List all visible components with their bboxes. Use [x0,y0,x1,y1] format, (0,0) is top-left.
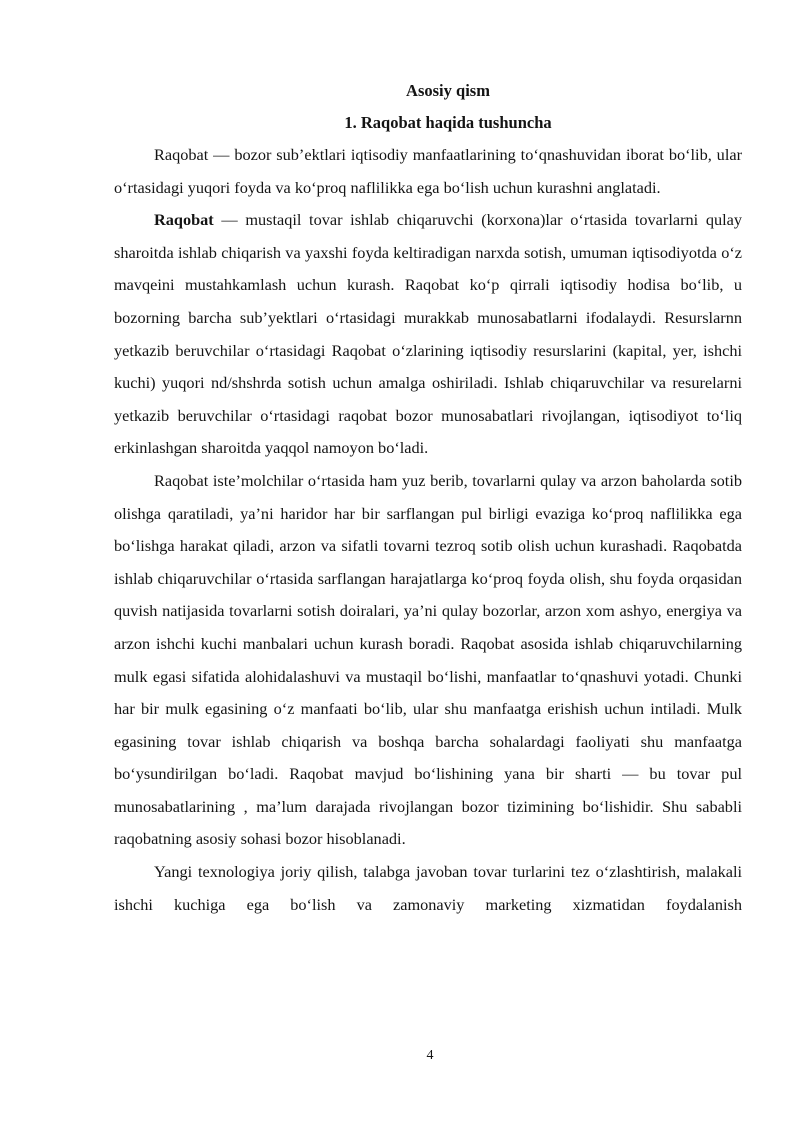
page-number: 4 [426,1048,434,1063]
paragraph-2 [114,204,742,465]
paragraph-3 [114,465,742,856]
paragraph-4-text: Yangi texnologiya joriy qilish, talabga javoban tovar turlarini tez o‘zlashtirish, malakali ishchi kuchiga ega bo‘lish va zamonaviy marketing xizmatidan foydalanish [114,862,742,914]
paragraph-2-bold-lead: Raqobat [154,210,214,230]
section-title: Asosiy qism [406,81,490,100]
paragraph-3-text: Raqobat iste’molchilar o‘rtasida ham yuz berib, tovarlarni qulay va arzon baholarda sotib olishga qaratiladi, ya’ni haridor har bir sarflangan pul birligi evaziga ko‘proq naflilikka ega bo‘lishga harakat qiladi, arzon va sifatli tovarni tezroq sotib olish uchun kurashadi. Raqobatda ishlab chiqaruvchilar o‘rtasida sarflangan harajatlarga ko‘proq foyda olish, shu foyda orqasidan quvish natijasida tovarlarni sotish doiralari, ya’ni qulay bozorlar, arzon xom ashyo, energiya va arzon ishchi kuchi manbalari uchun kurash boradi. Raqobat asosida ishlab chiqaruvchilarning mulk egasi sifatida alohidalashuvi va mustaqil bo‘lishi, manfaatlar to‘qnashuvi yotadi. Chunki har bir mulk egasining o‘z manfaati bo‘lib, ular shu manfaatga erishish uchun intiladi. Mulk egasining tovar ishlab chiqarish va boshqa barcha sohalardagi faoliyati shu manfaatga bo‘ysundirilgan bo‘ladi. Raqobat mavjud bo‘lishining yana bir sharti — bu tovar pul munosabatlarining , ma’lum darajada rivojlangan bozor tizimining bo‘lishidir. Shu sababli raqobatning asosiy sohasi bozor hisoblanadi. [114,470,742,849]
paragraph-1-text: Raqobat — bozor sub’ektlari iqtisodiy manfaatlarining to‘qnashuvidan iborat bo‘lib, ular o‘rtasidagi yuqori foyda va ko‘proq naflilikka ega bo‘lish uchun kurashni anglatadi. [114,145,742,197]
page-content [114,75,742,921]
paragraph-4 [114,856,742,921]
paragraph-2-text: — mustaqil tovar ishlab chiqaruvchi (korxona)lar o‘rtasida tovarlarni qulay sharoitda ishlab chiqarish va yaxshi foyda keltiradigan narxda sotish, umuman iqtisodiyotda o‘z mavqeini mustahkamlash uchun kurash. Raqobat ko‘p qirrali iqtisodiy hodisa bo‘lib, u bozorning barcha sub’yektlari o‘rtasidagi murakkab munosabatlarni ifodalaydi. Resurslarnn yetkazib beruvchilar o‘rtasidagi Raqobat o‘zlarining iqtisodiy resurslarini (kapital, yer, ishchi kuchi) yuqori nd/shshrda sotish uchun amalga oshiriladi. Ishlab chiqaruvchilar va resurelarni yetkazib beruvchilar o‘rtasidagi raqobat bozor munosabatlari rivojlangan, iqtisodiyot to‘liq erkinlashgan sharoitda yaqqol namoyon bo‘ladi. [114,210,742,458]
subsection-title: 1. Raqobat haqida tushuncha [344,113,552,132]
paragraph-1 [114,139,742,204]
